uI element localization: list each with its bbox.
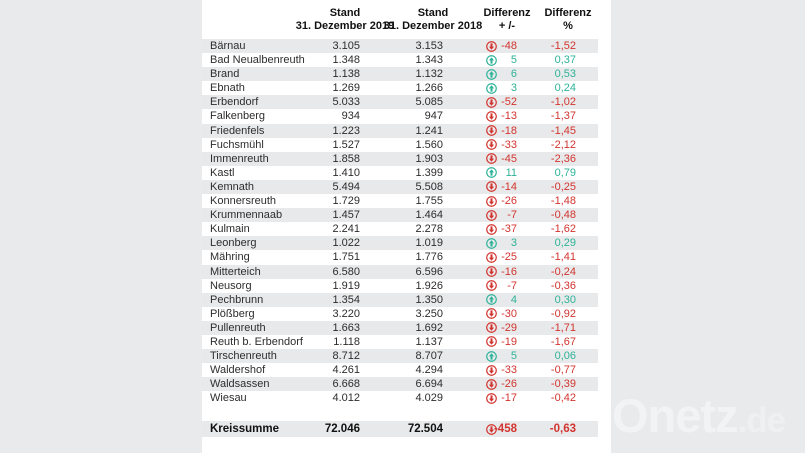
arrow-down-icon <box>486 379 497 390</box>
table-row <box>202 152 598 166</box>
pct-value: -1,48 <box>550 195 576 208</box>
table-row <box>202 363 598 377</box>
diff-value: -7 <box>507 279 517 292</box>
arrow-down-icon <box>486 139 497 150</box>
table-row <box>202 307 598 321</box>
value-2019: 1.022 <box>332 237 360 250</box>
pct-value: -1,45 <box>550 124 576 137</box>
value-2018: 6.596 <box>415 265 443 278</box>
arrow-down-icon <box>486 322 497 333</box>
value-2019: 934 <box>341 110 360 123</box>
pct-value: -2,36 <box>550 152 576 165</box>
municipality-name: Mitterteich <box>210 265 261 278</box>
arrow-up-icon <box>486 294 497 305</box>
value-2018: 2.278 <box>415 223 443 236</box>
value-2019: 1.223 <box>332 124 360 137</box>
municipality-name: Kulmain <box>210 223 250 236</box>
arrow-up-icon <box>486 351 497 362</box>
value-2018: 1.926 <box>415 279 443 292</box>
pct-value: 0,30 <box>554 293 576 306</box>
arrow-down-icon <box>486 111 497 122</box>
municipality-name: Erbendorf <box>210 96 259 109</box>
table-row <box>202 222 598 236</box>
value-2018: 1.132 <box>415 68 443 81</box>
value-2019: 1.663 <box>332 321 360 334</box>
municipality-name: Bad Neualbenreuth <box>210 54 305 67</box>
value-2018: 6.694 <box>415 378 443 391</box>
diff-value: 5 <box>510 54 517 67</box>
pct-value: -1,02 <box>550 96 576 109</box>
arrow-down-icon <box>486 224 497 235</box>
diff-value: 3 <box>510 82 517 95</box>
value-2018: 1.350 <box>415 293 443 306</box>
pct-value: -1,52 <box>550 40 576 52</box>
pct-value: -1,62 <box>550 223 576 236</box>
value-2019: 8.712 <box>332 350 360 363</box>
table-row <box>202 39 598 53</box>
table-row <box>202 265 598 279</box>
value-2018: 1.560 <box>415 138 443 151</box>
diff-value: 11 <box>505 166 517 179</box>
watermark-brand: Onetz <box>612 389 738 442</box>
arrow-down-icon <box>486 125 497 136</box>
total-diff-value: -458 <box>493 423 517 435</box>
pct-value: -0,77 <box>550 364 576 377</box>
pct-value: -1,67 <box>550 335 576 348</box>
municipality-name: Neusorg <box>210 279 252 292</box>
value-2018: 3.153 <box>415 40 443 52</box>
table-row <box>202 67 598 81</box>
value-2019: 4.261 <box>332 364 360 377</box>
value-2019: 1.751 <box>332 251 360 264</box>
table-row <box>202 279 598 293</box>
table-row <box>202 109 598 123</box>
arrow-down-icon <box>486 393 497 404</box>
municipality-name: Plößberg <box>210 307 255 320</box>
column-header-pct <box>528 7 608 37</box>
total-value-2019: 72.046 <box>324 423 360 435</box>
municipality-name: Kastl <box>210 166 235 179</box>
table-row <box>202 391 598 405</box>
pct-value: 0,24 <box>554 82 576 95</box>
municipality-name: Pullenreuth <box>210 321 266 334</box>
total-pct-value: -0,63 <box>549 423 576 435</box>
header-line: Stand <box>417 7 449 19</box>
total-value-2018: 72.504 <box>407 423 443 435</box>
diff-value: -19 <box>501 335 517 348</box>
value-2019: 3.105 <box>332 40 360 52</box>
diff-value: -33 <box>501 364 517 377</box>
pct-value: -0,25 <box>550 180 576 193</box>
header-line: % <box>563 20 573 32</box>
total-label: Kreissumme <box>210 423 280 435</box>
arrow-up-icon <box>486 167 497 178</box>
arrow-down-icon <box>486 365 497 376</box>
diff-value: -14 <box>501 180 517 193</box>
value-2018: 1.464 <box>415 209 443 222</box>
onetz-watermark <box>612 389 786 442</box>
value-2018: 1.692 <box>415 321 443 334</box>
header-line: Differenz <box>483 7 531 19</box>
municipality-name: Pechbrunn <box>210 293 264 306</box>
value-2019: 3.220 <box>332 307 360 320</box>
value-2019: 1.858 <box>332 152 360 165</box>
municipality-name: Falkenberg <box>210 110 266 123</box>
value-2019: 6.668 <box>332 378 360 391</box>
pct-value: -1,37 <box>550 110 576 123</box>
municipality-name: Brand <box>210 68 240 81</box>
municipality-name: Kemnath <box>210 180 255 193</box>
diff-value: -33 <box>501 138 517 151</box>
arrow-down-icon <box>486 252 497 263</box>
value-2019: 1.410 <box>332 166 360 179</box>
diff-value: -26 <box>501 378 517 391</box>
diff-value: 4 <box>510 293 517 306</box>
table-row <box>202 236 598 250</box>
arrow-down-icon <box>486 97 497 108</box>
diff-value: -29 <box>501 321 517 334</box>
municipality-name: Waldershof <box>210 364 266 377</box>
value-2019: 5.494 <box>332 180 360 193</box>
value-2019: 4.012 <box>332 392 360 405</box>
diff-value: -26 <box>501 195 517 208</box>
value-2019: 2.241 <box>332 223 360 236</box>
pct-value: -0,24 <box>550 265 576 278</box>
diff-value: 6 <box>510 68 517 81</box>
diff-value: -52 <box>501 96 517 109</box>
arrow-down-icon <box>486 336 497 347</box>
diff-value: -7 <box>507 209 517 222</box>
pct-value: 0,79 <box>554 166 576 179</box>
header-line: 31. Dezember 2019 <box>295 20 395 32</box>
municipality-name: Leonberg <box>210 237 257 250</box>
table-row <box>202 81 598 95</box>
value-2019: 1.919 <box>332 279 360 292</box>
pct-value: -2,12 <box>550 138 576 151</box>
table-row <box>202 180 598 194</box>
value-2018: 1.266 <box>415 82 443 95</box>
value-2018: 1.399 <box>415 166 443 179</box>
value-2018: 1.755 <box>415 195 443 208</box>
value-2018: 1.903 <box>415 152 443 165</box>
value-2019: 1.457 <box>332 209 360 222</box>
pct-value: -1,71 <box>550 321 576 334</box>
pct-value: 0,53 <box>554 68 576 81</box>
diff-value: -13 <box>501 110 517 123</box>
diff-value: -17 <box>501 392 517 405</box>
diff-value: -16 <box>501 265 517 278</box>
table-rows <box>202 39 598 405</box>
table-row <box>202 293 598 307</box>
diff-value: -37 <box>501 223 517 236</box>
value-2019: 1.118 <box>333 335 360 348</box>
arrow-down-icon <box>486 280 497 291</box>
municipality-name: Immenreuth <box>210 152 269 165</box>
diff-value: 5 <box>510 350 517 363</box>
diff-value: -25 <box>501 251 517 264</box>
table-row <box>202 335 598 349</box>
table-row <box>202 53 598 67</box>
value-2018: 8.707 <box>415 350 443 363</box>
header-line: Stand <box>329 7 361 19</box>
value-2019: 1.138 <box>332 68 360 81</box>
arrow-up-icon <box>486 55 497 66</box>
municipality-name: Mähring <box>210 251 250 264</box>
municipality-name: Friedenfels <box>210 124 265 137</box>
header-line: 31. Dezember 2018 <box>383 20 483 32</box>
arrow-down-icon <box>486 181 497 192</box>
pct-value: 0,06 <box>554 350 576 363</box>
pct-value: -0,39 <box>550 378 576 391</box>
pct-value: -0,92 <box>550 307 576 320</box>
table-row <box>202 208 598 222</box>
value-2018: 1.241 <box>415 124 443 137</box>
value-2019: 6.580 <box>332 265 360 278</box>
value-2018: 1.137 <box>415 335 443 348</box>
table-row <box>202 321 598 335</box>
arrow-down-icon <box>486 196 497 207</box>
table-row <box>202 194 598 208</box>
pct-value: 0,37 <box>554 54 576 67</box>
value-2019: 1.729 <box>332 195 360 208</box>
table-row <box>202 349 598 363</box>
municipality-name: Bärnau <box>210 40 246 52</box>
value-2018: 1.776 <box>415 251 443 264</box>
arrow-down-icon <box>486 210 497 221</box>
value-2018: 5.085 <box>415 96 443 109</box>
municipality-name: Konnersreuth <box>210 195 277 208</box>
value-2018: 4.294 <box>415 364 443 377</box>
value-2019: 1.348 <box>332 54 360 67</box>
value-2018: 1.343 <box>415 54 443 67</box>
table-row <box>202 138 598 152</box>
table-row <box>202 166 598 180</box>
header-line: + /- <box>498 20 516 32</box>
municipality-name: Waldsassen <box>210 378 270 391</box>
value-2019: 1.354 <box>332 293 360 306</box>
pct-value: -0,48 <box>550 209 576 222</box>
pct-value: -0,42 <box>550 392 576 405</box>
value-2019: 5.033 <box>332 96 360 109</box>
municipality-name: Tirschenreuth <box>210 350 277 363</box>
table-row <box>202 124 598 138</box>
municipality-name: Fuchsmühl <box>210 138 264 151</box>
pct-value: -1,41 <box>550 251 576 264</box>
municipality-name: Ebnath <box>210 82 245 95</box>
diff-value: -18 <box>501 124 517 137</box>
arrow-down-icon <box>486 153 497 164</box>
value-2018: 5.508 <box>415 180 443 193</box>
arrow-down-icon <box>486 308 497 319</box>
arrow-down-icon <box>486 266 497 277</box>
pct-value: 0,29 <box>554 237 576 250</box>
pct-value: -0,36 <box>550 279 576 292</box>
diff-value: 3 <box>510 237 517 250</box>
municipality-name: Wiesau <box>210 392 247 405</box>
value-2018: 947 <box>424 110 443 123</box>
value-2018: 1.019 <box>415 237 443 250</box>
watermark-tld: .de <box>737 401 786 440</box>
table-row <box>202 377 598 391</box>
diff-value: -48 <box>501 40 517 52</box>
table-row <box>202 250 598 264</box>
diff-value: -30 <box>501 307 517 320</box>
arrow-up-icon <box>486 238 497 249</box>
value-2018: 4.029 <box>415 392 443 405</box>
arrow-up-icon <box>486 69 497 80</box>
diff-value: -45 <box>501 152 517 165</box>
header-line: Differenz <box>544 7 592 19</box>
value-2019: 1.527 <box>332 138 360 151</box>
table-row <box>202 95 598 109</box>
value-2018: 3.250 <box>415 307 443 320</box>
arrow-down-icon <box>486 41 497 52</box>
value-2019: 1.269 <box>332 82 360 95</box>
arrow-up-icon <box>486 83 497 94</box>
municipality-name: Reuth b. Erbendorf <box>210 335 303 348</box>
total-row <box>202 421 598 437</box>
municipality-name: Krummennaab <box>210 209 283 222</box>
